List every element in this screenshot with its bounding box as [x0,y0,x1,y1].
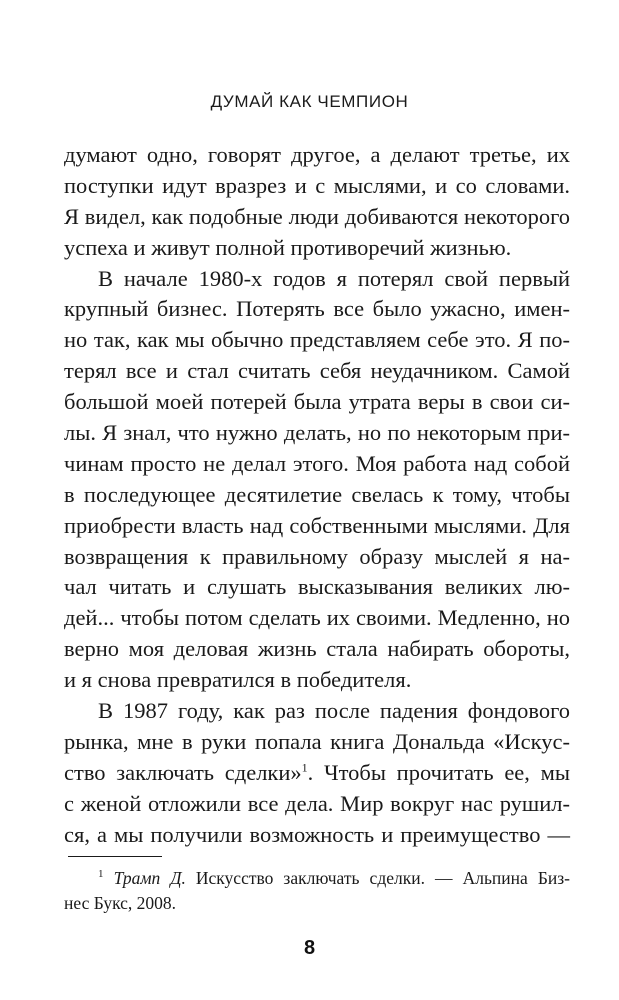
text-line: поступки идут вразрез и с мыслями, и со словами. [64,172,570,198]
text-line: крупный бизнес. Потерять все было ужасно, имен- [64,296,570,322]
text-segment: ство заключать сделки» [64,759,302,785]
text-line: лы. Я знал, что нужно делать, но по некоторым при- [64,420,570,446]
text-line: рынка, мне в руки попала книга Дональда «Искус- [64,728,570,754]
text-line: успеха и живут полной противоречий жизнью. [64,234,512,260]
text-line: с женой отложили все дела. Мир вокруг нас рушил- [64,790,570,816]
text-line: чинам просто не делал этого. Моя работа над собой [64,450,570,476]
text-line: Я видел, как подобные люди добиваются некоторого [64,203,570,229]
paragraph-3 [64,696,570,850]
text-line-with-footnote-ref [64,758,570,789]
text-line: в последующее десятилетие свелась к тому, чтобы [64,481,570,507]
text-line: терял все и стал считать себя неудачником. Самой [64,358,570,384]
text-line: верно моя деловая жизнь стала набирать обороты, [64,636,570,662]
footnote-author: Трамп Д. [113,868,186,888]
text-line: но так, как мы обычно представляем себе это. Я по- [64,327,570,353]
text-line: возвращения к правильному образу мыслей я на- [64,543,570,569]
paragraph-1 [64,140,570,264]
page-number: 8 [303,937,316,959]
footnote-number: 1 [98,868,104,881]
text-line: думают одно, говорят другое, а делают третье, их [64,142,570,167]
running-header: ДУМАЙ КАК ЧЕМПИОН [210,92,409,111]
text-line: ся, а мы получили возможность и преимущество — [64,821,570,847]
body-text [64,140,570,850]
text-line: и я снова превратился в победителя. [64,667,412,693]
text-line: В начале 1980-х годов я потерял свой первый [98,265,570,291]
footnote [64,866,570,916]
text-segment: . Чтобы прочитать ее, мы [307,759,570,785]
footnote-divider [68,856,162,857]
paragraph-2 [64,264,570,696]
text-line: В 1987 году, как раз после падения фондового [98,698,570,724]
text-line: чал читать и слушать высказывания великих лю- [64,574,570,600]
footnote-line [64,866,570,891]
text-line: большой моей потерей была утрата веры в свои си- [64,389,570,415]
footnote-title: Искусство заключать сделки. — Альпина Биз- [185,868,570,888]
footnote-reference[interactable]: 1 [301,760,308,775]
text-line: дей... чтобы потом сделать их своими. Медленно, но [64,605,570,631]
text-line: приобрести власть над собственными мыслями. Для [64,512,570,538]
footnote-line: нес Букс, 2008. [64,893,177,913]
